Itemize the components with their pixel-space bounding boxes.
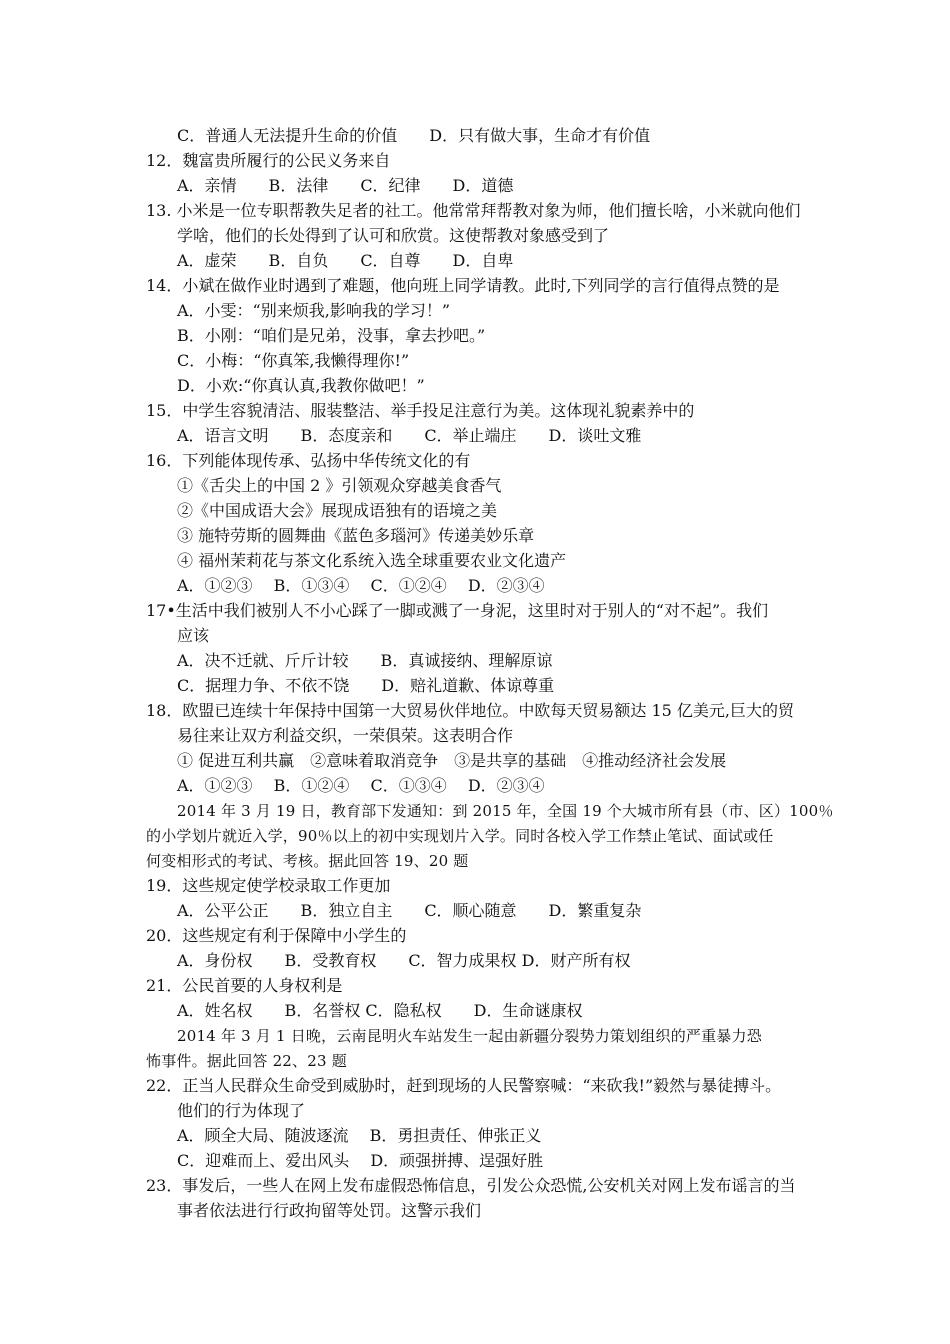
question-18: 18．欧盟已连续十年保持中国第一大贸易伙伴地位。中欧每天贸易额达 15 亿美元,巨大的贸 <box>146 701 794 720</box>
question-15: 15．中学生容貌清洁、服装整洁、举手投足注意行为美。这体现礼貌素养中的 <box>146 401 695 420</box>
question-23: 23．事发后，一些人在网上发布虚假恐怖信息，引发公众恐慌,公安机关对网上发布谣言的当 <box>146 1176 796 1195</box>
question-17: 17•生活中我们被别人不小心踩了一脚或溅了一身泥，这里时对于别人的“对不起”。我们 <box>146 601 769 620</box>
q22-options-ab: A．顾全大局、随波逐流 B．勇担责任、伸张正义 <box>177 1126 542 1145</box>
passage-19-20-line-3: 何变相形式的考试、考核。据此回答 19、20 题 <box>146 852 469 870</box>
q16-options: A．①②③ B．①③④ C．①②④ D．②③④ <box>177 576 545 595</box>
q19-options: A．公平公正 B．独立自主 C．顺心随意 D．繁重复杂 <box>177 901 642 920</box>
question-22: 22．正当人民群众生命受到威胁时，赶到现场的人民警察喊：“来砍我!”毅然与暴徒搏斗。 <box>146 1076 782 1095</box>
q17-options-cd: C．据理力争、不依不饶 D．赔礼道歉、体谅尊重 <box>177 676 555 695</box>
passage-22-23: 2014 年 3 月 1 日晚，云南昆明火车站发生一起由新疆分裂势力策划组织的严重暴力恐 <box>177 1027 762 1045</box>
q16-statement-2: ②《中国成语大会》展现成语独有的语境之美 <box>177 501 498 520</box>
q16-statement-1: ①《舌尖上的中国 2 》引领观众穿越美食香气 <box>177 476 502 495</box>
question-13-continued: 学啥，他们的长处得到了认可和欣赏。这使帮教对象感受到了 <box>177 226 610 245</box>
q14-option-d: D．小欢:“你真认真,我教你做吧！” <box>177 376 425 395</box>
q14-option-a: A．小雯：“别来烦我,影响我的学习！” <box>177 301 451 320</box>
question-12: 12．魏富贵所履行的公民义务来自 <box>146 151 391 170</box>
q11-options-cd: C．普通人无法提升生命的价值 D．只有做大事，生命才有价值 <box>177 126 651 145</box>
passage-22-23-line-2: 怖事件。据此回答 22、23 题 <box>146 1052 347 1070</box>
question-13: 13. 小米是一位专职帮教失足者的社工。他常常拜帮教对象为师，他们擅长啥，小米就向他们 <box>146 201 801 220</box>
question-19: 19．这些规定使学校录取工作更加 <box>146 876 391 895</box>
q16-statement-3: ③ 施特劳斯的圆舞曲《蓝色多瑙河》传递美妙乐章 <box>177 526 535 545</box>
question-21: 21．公民首要的人身权利是 <box>146 976 343 995</box>
q14-option-c: C．小梅：“你真笨,我懒得理你!” <box>177 351 410 370</box>
question-20: 20．这些规定有利于保障中小学生的 <box>146 926 407 945</box>
q18-statements: ① 促进互利共赢 ②意味着取消竞争 ③是共享的基础 ④推动经济社会发展 <box>177 751 727 770</box>
question-16: 16．下列能体现传承、弘扬中华传统文化的有 <box>146 451 471 470</box>
passage-19-20-line-2: 的小学划片就近入学，90％以上的初中实现划片入学。同时各校入学工作禁止笔试、面试或任 <box>146 827 774 845</box>
q18-options: A．①②③ B．①②④ C．①③④ D．②③④ <box>177 776 545 795</box>
q15-options: A．语言文明 B．态度亲和 C．举止端庄 D．谈吐文雅 <box>177 426 642 445</box>
q16-statement-4: ④ 福州茉莉花与茶文化系统入选全球重要农业文化遗产 <box>177 551 567 570</box>
q13-options: A．虚荣 B．自负 C．自尊 D．自卑 <box>177 251 514 270</box>
question-17-continued: 应该 <box>177 626 210 645</box>
q22-options-cd: C．迎难而上、爱出风头 D．顽强拼搏、逞强好胜 <box>177 1151 544 1170</box>
passage-19-20: 2014 年 3 月 19 日，教育部下发通知：到 2015 年，全国 19 个大城市所有县（市、区）100％ <box>177 802 834 820</box>
q12-options: A．亲情 B．法律 C．纪律 D．道德 <box>177 176 514 195</box>
q21-options: A．姓名权 B．名誉权 C．隐私权 D．生命谜康权 <box>177 1001 583 1020</box>
question-23-continued: 事者依法进行行政拘留等处罚。这警示我们 <box>177 1201 482 1220</box>
q17-options-ab: A．决不迁就、斤斤计较 B．真诚接纳、理解原谅 <box>177 651 553 670</box>
q20-options: A．身份权 B．受教育权 C．智力成果权 D．财产所有权 <box>177 951 631 970</box>
question-14: 14．小斌在做作业时遇到了难题，他向班上同学请教。此时,下列同学的言行值得点赞的是 <box>146 276 780 295</box>
question-22-continued: 他们的行为体现了 <box>177 1101 306 1120</box>
question-18-continued: 易往来让双方利益交织，一荣俱荣。这表明合作 <box>177 726 514 745</box>
q14-option-b: B．小刚：“咱们是兄弟，没事，拿去抄吧。” <box>177 326 486 345</box>
